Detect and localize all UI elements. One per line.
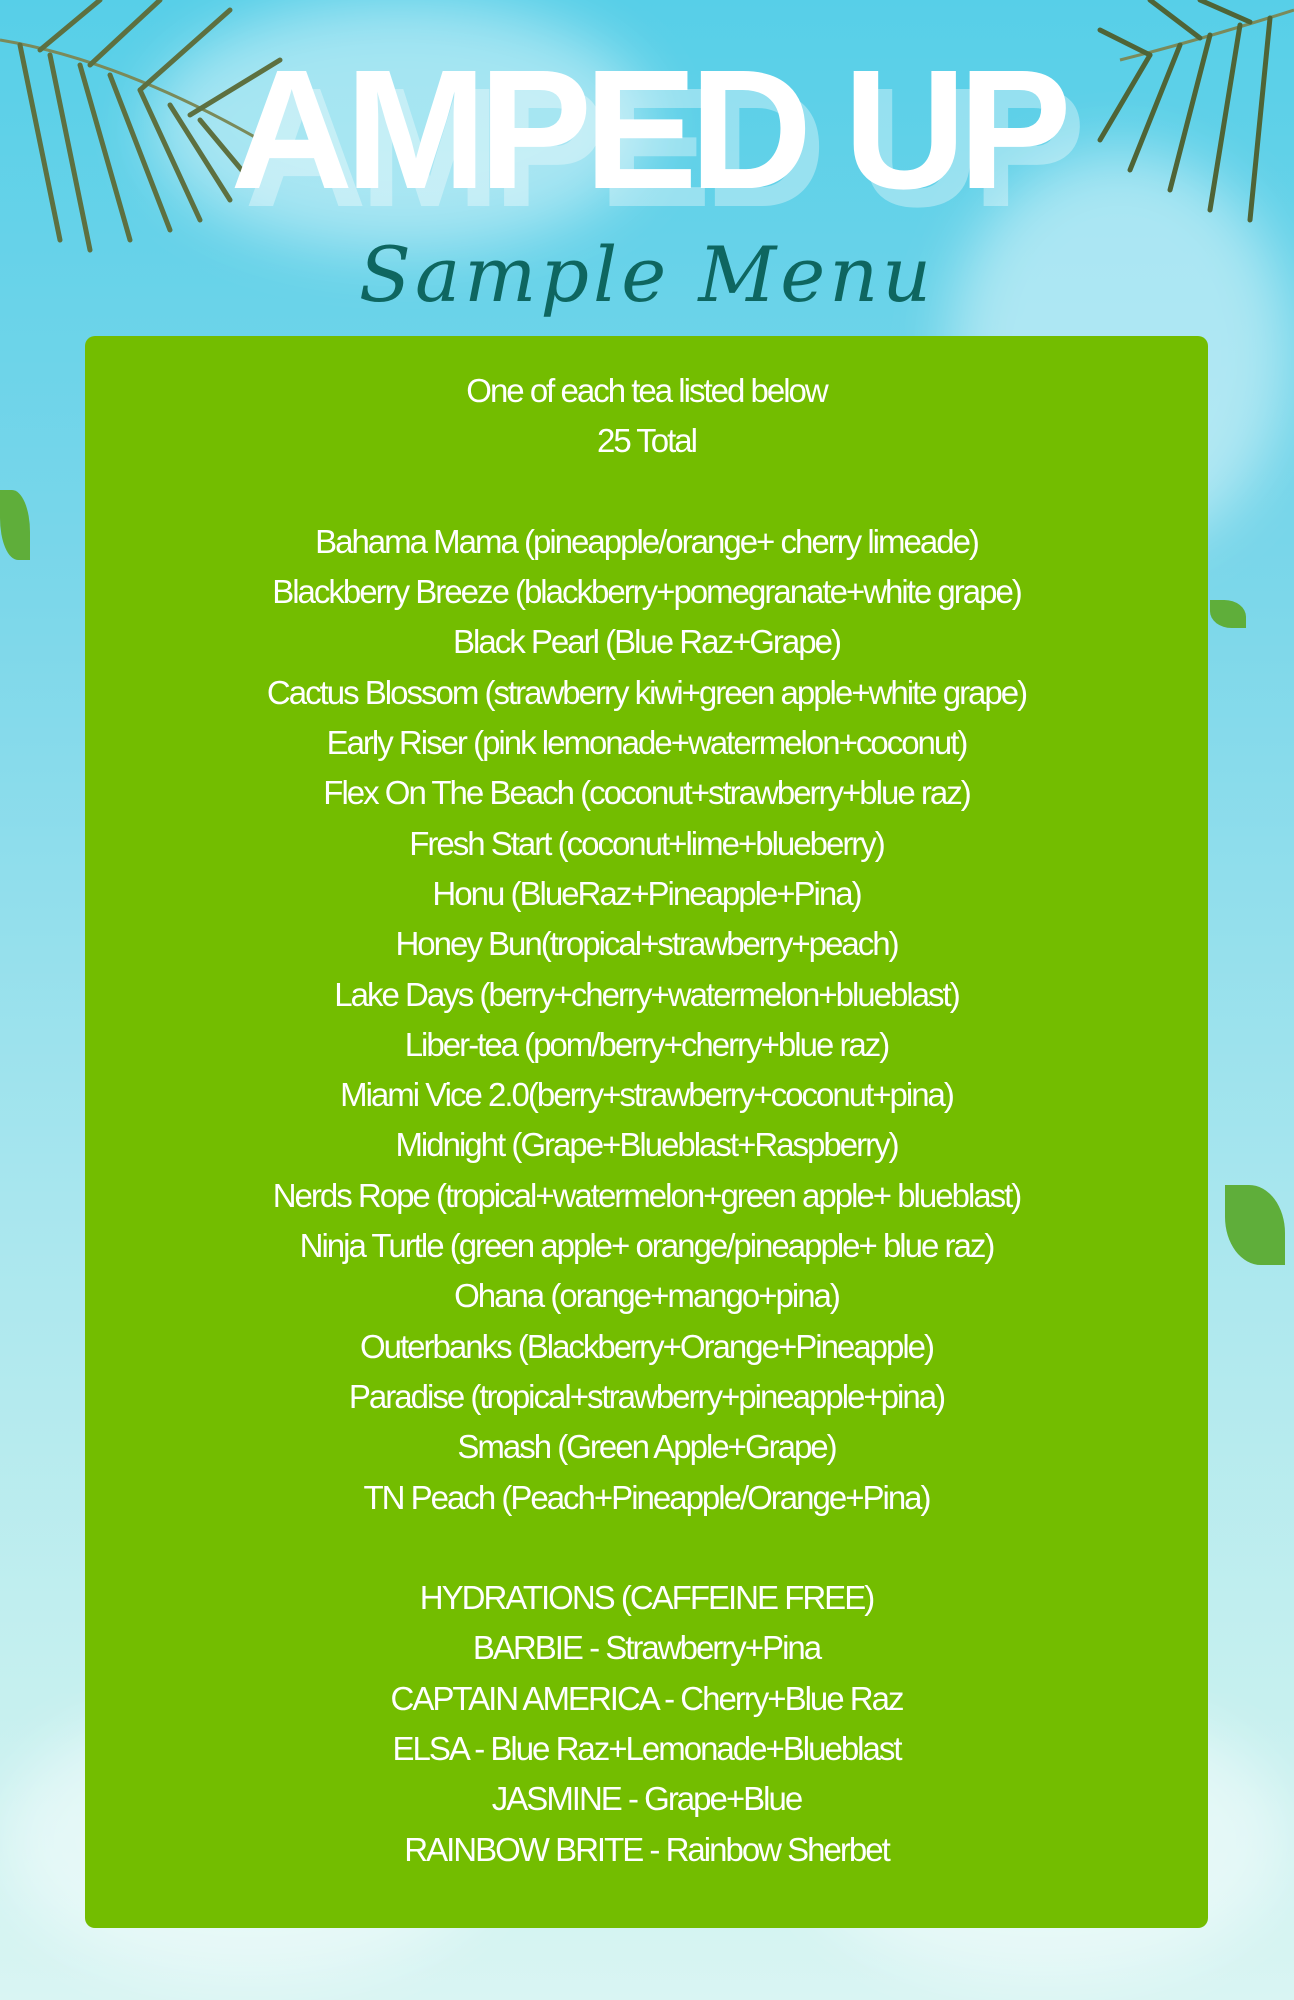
menu-card [85,336,1208,1928]
tea-item: Miami Vice 2.0(berry+strawberry+coconut+pina) [340,1076,953,1114]
mint-leaf-decoration [0,490,30,560]
tea-item: Bahama Mama (pineapple/orange+ cherry limeade) [315,522,978,560]
tea-item: Blackberry Breeze (blackberry+pomegranate+white grape) [272,573,1021,611]
tea-item: Smash (Green Apple+Grape) [457,1428,836,1466]
title: AMPED UP [230,35,1064,225]
hydrations-heading: HYDRATIONS (CAFFEINE FREE) [419,1579,874,1617]
tea-item: Black Pearl (Blue Raz+Grape) [453,623,840,661]
tea-item: Outerbanks (Blackberry+Orange+Pineapple) [359,1327,934,1365]
tea-item: Ohana (orange+mango+pina) [454,1277,839,1315]
tea-item: Ninja Turtle (green apple+ orange/pineapple+ blue raz) [299,1227,994,1265]
total-line: 25 Total [597,422,696,460]
spacer [85,467,1208,517]
hydration-item: JASMINE - Grape+Blue [491,1780,802,1818]
tea-item: Cactus Blossom (strawberry kiwi+green apple+white grape) [266,673,1027,711]
tea-item: TN Peach (Peach+Pineapple/Orange+Pina) [363,1478,930,1516]
tea-item: Midnight (Grape+Blueblast+Raspberry) [395,1126,898,1164]
tea-item: Honey Bun(tropical+strawberry+peach) [395,925,898,963]
spacer [85,1523,1208,1573]
intro-line: One of each tea listed below [466,372,827,409]
menu-lines [85,366,1208,1875]
tea-item: Early Riser (pink lemonade+watermelon+coconut) [326,724,967,762]
hydration-item: BARBIE - Strawberry+Pina [472,1629,821,1667]
mint-leaf-decoration [1225,1185,1285,1265]
hydration-item: ELSA - Blue Raz+Lemonade+Blueblast [392,1730,901,1768]
tea-item: Nerds Rope (tropical+watermelon+green apple+ blueblast) [272,1176,1021,1214]
tea-item: Flex On The Beach (coconut+strawberry+blue raz) [323,774,970,812]
tea-item: Lake Days (berry+cherry+watermelon+blueblast) [334,975,959,1013]
tea-list [85,517,1208,1523]
tea-item: Honu (BlueRaz+Pineapple+Pina) [432,874,861,912]
hydrations-list [85,1623,1208,1874]
tea-item: Fresh Start (coconut+lime+blueberry) [409,824,884,862]
tea-item: Liber-tea (pom/berry+cherry+blue raz) [404,1025,889,1063]
hydration-item: RAINBOW BRITE - Rainbow Sherbet [404,1830,889,1868]
tea-item: Paradise (tropical+strawberry+pineapple+pina) [348,1377,945,1415]
mint-leaf-decoration [1210,600,1246,628]
hydration-item: CAPTAIN AMERICA - Cherry+Blue Raz [390,1679,903,1717]
subtitle-script: Sample Menu [358,230,936,319]
